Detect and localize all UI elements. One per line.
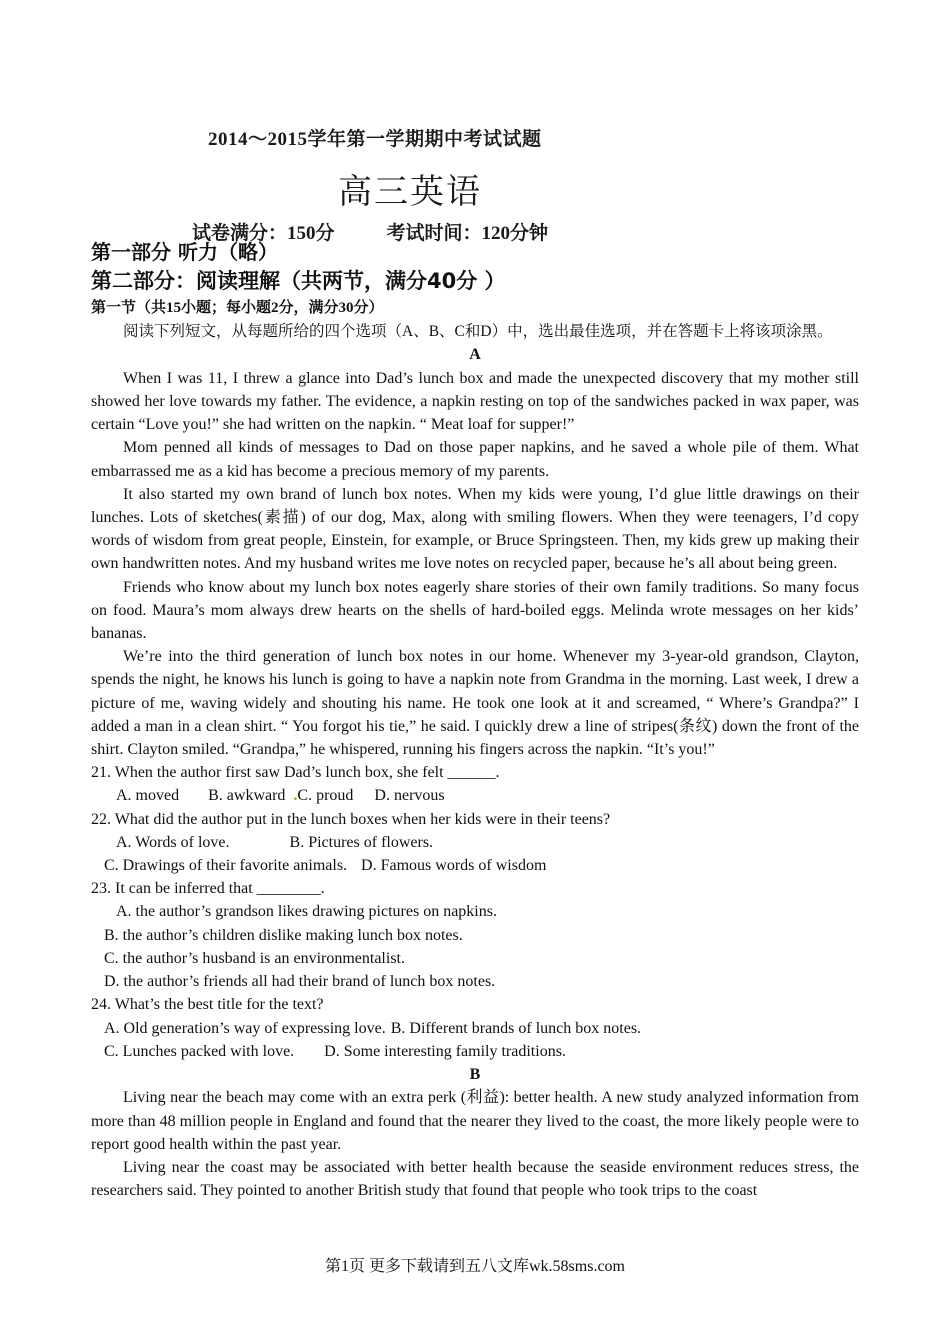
passage-a-paragraph: Friends who know about my lunch box notes eagerly share stories of their own family traditions. So many focus on food. Maura’s mom always drew hearts on the shells of hard-boiled eggs. Melinda wrote messages on her kids’ bananas.: [91, 578, 859, 643]
question-22: 22. What did the author put in the lunch boxes when her kids were in their teens?: [91, 810, 611, 828]
page-footer: 第1页 更多下载请到五八文库wk.58sms.com: [324, 1258, 625, 1275]
passage-a-paragraph: Mom penned all kinds of messages to Dad on those paper napkins, and he saved a whole pile of them. What embarrassed me as a kid has become a precious memory of my parents.: [91, 439, 859, 480]
passage-a-paragraph: When I was 11, I threw a glance into Dad’s lunch box and made the unexpected discovery that my mother still showed her love towards my father. The evidence, a napkin resting on top of the sandwiches packed in wax paper, was certain “Love you!” she had written on the napkin. “ Meat loaf for supper!”: [91, 369, 859, 434]
question-22-options-row1: [91, 831, 859, 854]
option-b: B. Different brands of lunch box notes.: [390, 1019, 642, 1037]
question-24: 24. What’s the best title for the text?: [91, 996, 324, 1014]
part1-heading: 第一部分 听力（略）: [91, 240, 278, 264]
passage-b-paragraph: Living near the beach may come with an extra perk (利益): better health. A new study analyzed information from more than 48 million people in England and found that the nearer they lived to the coast, the more likely people were to report good health within the past year.: [91, 1089, 859, 1153]
passage-a-label: A: [469, 346, 481, 364]
option-c: C. proud: [297, 787, 354, 805]
option-a: A. the author’s grandson likes drawing pictures on napkins.: [116, 903, 497, 921]
option-d: D. the author’s friends all had their brand of lunch box notes.: [104, 973, 496, 991]
section1-heading: 第一节（共15小题；每小题2分，满分30分）: [91, 300, 384, 316]
option-d: D. nervous: [374, 787, 445, 805]
subject-title: 高三英语: [338, 174, 482, 211]
question-23: 23. It can be inferred that ________.: [91, 880, 325, 898]
option-a: A. Old generation’s way of expressing love.: [104, 1019, 386, 1037]
option-b: B. awkward: [208, 787, 286, 805]
mark-dot: .: [293, 787, 298, 805]
passage-b-label: B: [469, 1065, 481, 1083]
option-a: A. Words of love.: [116, 833, 230, 851]
full-score: 试卷满分：150分: [192, 223, 335, 244]
part2-heading: 第二部分：阅读理解（共两节，满分40分 ）: [91, 269, 506, 293]
option-c: C. the author’s husband is an environmentalist.: [104, 949, 405, 967]
option-b: B. Pictures of flowers.: [289, 833, 434, 851]
instructions: 阅读下列短文，从每题所给的四个选项（A、B、C和D）中，选出最佳选项，并在答题卡上将该项涂黑。: [123, 323, 833, 340]
option-d: D. Some interesting family traditions.: [324, 1042, 566, 1060]
option-b: B. the author’s children dislike making lunch box notes.: [104, 926, 463, 944]
exam-time: 考试时间：120分钟: [386, 223, 549, 244]
option-a: A. moved: [116, 787, 180, 805]
option-d: D. Famous words of wisdom: [361, 857, 547, 875]
passage-a-paragraph: It also started my own brand of lunch box notes. When my kids were young, I’d glue little drawings on their lunches. Lots of sketches(素描) of our dog, Max, along with smiling flowers. When they were teenagers, I’d copy words of wisdom from great people, Einstein, for example, or Bruce Springsteen. Then, my kids grew up making their own handwritten notes. And my husband writes me love notes on recycled paper, because he’s all about being green.: [91, 485, 859, 573]
question-21-options: [91, 784, 859, 807]
question-22-options-row2: [91, 854, 859, 877]
passage-a-paragraph: We’re into the third generation of lunch box notes in our home. Whenever my 3-year-old grandson, Clayton, spends the night, he knows his lunch is going to have a napkin note from Grandma in the morning. Last week, I drew a picture of me, waving widely and shouting his name. He took one look at it and screamed, “ Where’s Grandpa?” I added a man in a clean shirt. “ You forgot his tie,” he said. I quickly drew a line of stripes(条纹) down the front of the shirt. Clayton smiled. “Grandpa,” he whispered, running his fingers across the napkin. “It’s you!”: [91, 648, 859, 759]
question-21: 21. When the author first saw Dad’s lunch box, she felt ______.: [91, 764, 500, 782]
document-body: [91, 238, 859, 1202]
option-c: C. Lunches packed with love.: [104, 1042, 295, 1060]
passage-b-paragraph: Living near the coast may be associated with better health because the seaside environment reduces stress, the researchers said. They pointed to another British study that found that people who took trips to the coast: [91, 1158, 859, 1200]
question-24-options-row1: [91, 1017, 859, 1040]
option-c: C. Drawings of their favorite animals.: [104, 857, 348, 875]
question-24-options-row2: [91, 1040, 859, 1063]
exam-title: 2014～2015学年第一学期期中考试试题: [208, 129, 542, 150]
